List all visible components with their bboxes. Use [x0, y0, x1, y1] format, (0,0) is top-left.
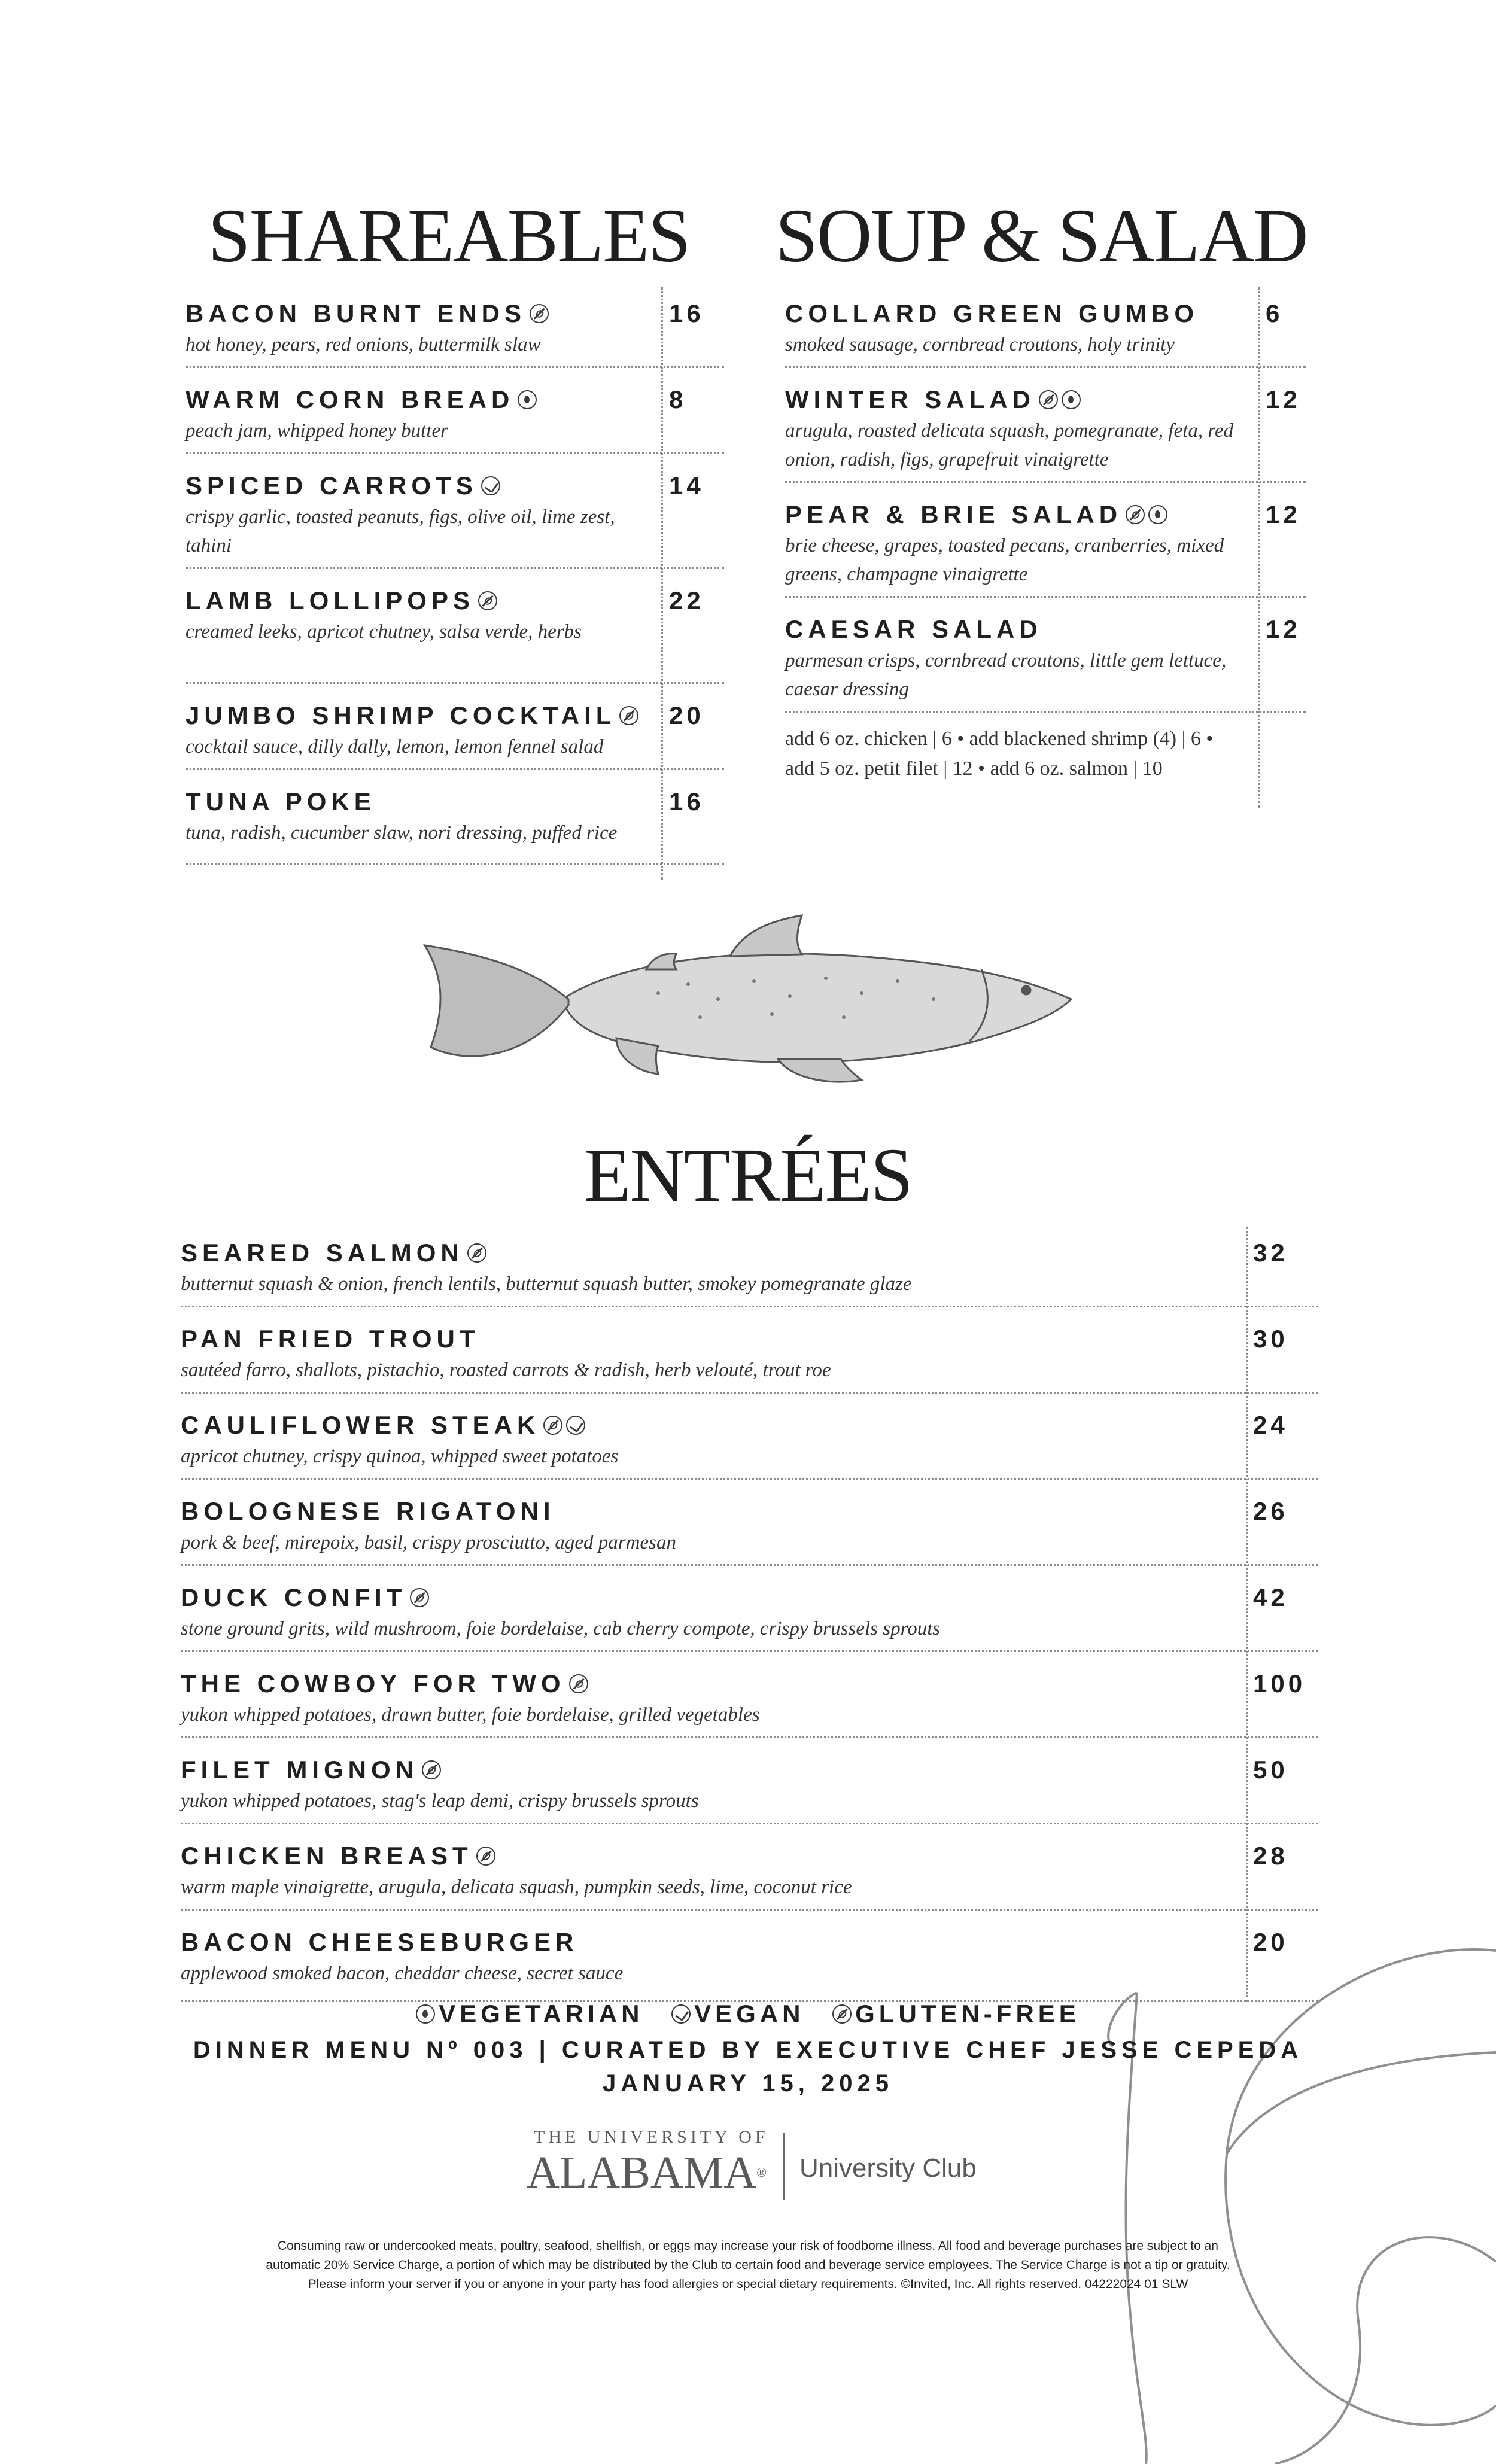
- dish-price: 50: [1253, 1756, 1288, 1784]
- gluten-free-icon: [476, 1847, 495, 1866]
- dish-price: 20: [669, 701, 704, 729]
- dish-name: [181, 1583, 429, 1612]
- menu-item-collard-green-gumbo: [785, 287, 1306, 368]
- salad-addons-line-1: add 6 oz. chicken | 6 • add blackened shrimp (4) | 6 •: [785, 728, 1214, 750]
- dish-description: crispy garlic, toasted peanuts, figs, olive oil, lime zest, tahini: [186, 506, 615, 556]
- dish-description: sautéed farro, shallots, pistachio, roasted carrots & radish, herb velouté, trout roe: [181, 1359, 831, 1381]
- gluten-free-icon: [478, 591, 497, 610]
- dish-name-text: WARM CORN BREAD: [186, 385, 515, 413]
- university-club-logo: [527, 2127, 981, 2205]
- logo-university-club: University Club: [799, 2153, 977, 2183]
- disclaimer-line-2: automatic 20% Service Charge, a portion of which may be distributed by the Club to certain food and beverage service employees. The Service Charge is not a tip or gratuity.: [266, 2258, 1230, 2272]
- dish-price: 16: [669, 787, 704, 816]
- menu-item-cauliflower-steak: [181, 1399, 1318, 1480]
- dish-description: yukon whipped potatoes, stag's leap demi, crispy brussels sprouts: [181, 1790, 699, 1812]
- dish-price: 20: [1253, 1928, 1288, 1956]
- dish-name-text: BACON CHEESEBURGER: [181, 1928, 579, 1956]
- dish-name-text: CAESAR SALAD: [785, 615, 1042, 643]
- logo-university-of: THE UNIVERSITY OF: [534, 2127, 769, 2147]
- dish-description: smoked sausage, cornbread croutons, holy trinity: [785, 334, 1175, 355]
- legend-gluten-free: [832, 2000, 1080, 2028]
- gluten-free-icon: [569, 1674, 588, 1693]
- shareables-section: [186, 287, 724, 880]
- dish-name-text: JUMBO SHRIMP COCKTAIL: [186, 701, 616, 729]
- dish-name: [186, 701, 638, 730]
- gluten-free-icon: [467, 1243, 486, 1263]
- dish-price: 24: [1253, 1411, 1288, 1439]
- vegetarian-icon: [518, 390, 537, 409]
- vegan-icon: [566, 1416, 585, 1435]
- dish-name: [186, 787, 376, 816]
- dish-name-text: THE COWBOY FOR TWO: [181, 1669, 565, 1698]
- menu-item-pan-fried-trout: [181, 1313, 1318, 1394]
- dish-price: 6: [1266, 299, 1284, 327]
- menu-item-pear-and-brie-salad: [785, 488, 1306, 598]
- menu-item-duck-confit: [181, 1571, 1318, 1652]
- disclaimer-line-1: Consuming raw or undercooked meats, poultry, seafood, shellfish, or eggs may increase your risk of foodborne illness. All food and beverage purchases are subject to an: [278, 2239, 1218, 2253]
- vegetarian-icon: [1062, 390, 1081, 409]
- dish-description: butternut squash & onion, french lentils, butternut squash butter, smokey pomegranate glaze: [181, 1273, 912, 1295]
- logo-alabama-text: ALABAMA: [527, 2147, 757, 2198]
- dish-name: [181, 1411, 585, 1440]
- dish-name: [186, 471, 500, 500]
- logo-registered-mark: ®: [756, 2165, 767, 2180]
- logo-divider: [783, 2133, 785, 2200]
- dish-description: hot honey, pears, red onions, buttermilk slaw: [186, 334, 541, 355]
- legend-vegetarian-label: VEGETARIAN: [439, 2000, 644, 2028]
- dish-description: parmesan crisps, cornbread croutons, little gem lettuce, caesar dressing: [785, 650, 1227, 700]
- menu-item-caesar-salad: [785, 603, 1306, 713]
- dish-price: 14: [669, 471, 704, 500]
- dish-name: [785, 615, 1042, 644]
- dish-price: 22: [669, 586, 704, 615]
- dish-name: [181, 1756, 441, 1784]
- dish-price: 28: [1253, 1842, 1288, 1870]
- dish-description: apricot chutney, crispy quinoa, whipped sweet potatoes: [181, 1446, 619, 1467]
- salmon-illustration: [419, 909, 1077, 1107]
- gluten-free-icon: [832, 2004, 852, 2024]
- dish-price: 26: [1253, 1497, 1288, 1525]
- salad-addons-line-2: add 5 oz. petit filet | 12 • add 6 oz. salmon | 10: [785, 758, 1163, 780]
- gluten-free-icon: [543, 1416, 562, 1435]
- dish-price: 8: [669, 385, 687, 413]
- dish-description: stone ground grits, wild mushroom, foie bordelaise, cab cherry compote, crispy brussels sprouts: [181, 1618, 941, 1639]
- dish-price: 16: [669, 299, 704, 327]
- legend-vegan: [671, 2000, 804, 2028]
- legend-vegetarian: [416, 2000, 643, 2028]
- entrees-section: [181, 1227, 1318, 2002]
- menu-item-bolognese-rigatoni: [181, 1485, 1318, 1566]
- dish-name-text: PEAR & BRIE SALAD: [785, 500, 1123, 528]
- dish-name: [785, 500, 1167, 529]
- dish-name: [186, 299, 549, 328]
- dish-name: [181, 1497, 555, 1526]
- vegan-icon: [481, 476, 500, 495]
- dish-price: 12: [1266, 385, 1301, 413]
- dish-description: brie cheese, grapes, toasted pecans, cranberries, mixed greens, champagne vinaigrette: [785, 535, 1224, 585]
- soup-salad-section: [785, 287, 1306, 808]
- dietary-legend: [0, 2000, 1496, 2030]
- shareables-title: SHAREABLES: [208, 193, 690, 278]
- dish-name: [181, 1325, 480, 1353]
- menu-item-spiced-carrots: [186, 460, 724, 569]
- dish-price: 100: [1253, 1669, 1306, 1698]
- dish-name-text: FILET MIGNON: [181, 1756, 418, 1784]
- gluten-free-icon: [530, 304, 549, 323]
- menu-item-bacon-burnt-ends: [186, 287, 724, 368]
- dish-description: warm maple vinaigrette, arugula, delicata squash, pumpkin seeds, lime, coconut rice: [181, 1876, 852, 1898]
- dish-name: [186, 586, 497, 615]
- menu-item-chicken-breast: [181, 1830, 1318, 1911]
- dish-price: 12: [1266, 615, 1301, 643]
- dish-description: creamed leeks, apricot chutney, salsa verde, herbs: [186, 621, 582, 643]
- dish-description: yukon whipped potatoes, drawn butter, foie bordelaise, grilled vegetables: [181, 1704, 760, 1726]
- dish-description: peach jam, whipped honey butter: [186, 420, 448, 442]
- dish-name-text: LAMB LOLLIPOPS: [186, 586, 475, 615]
- dish-name: [186, 385, 537, 414]
- dish-name-text: CHICKEN BREAST: [181, 1842, 473, 1870]
- vegetarian-icon: [416, 2004, 435, 2024]
- dish-name-text: WINTER SALAD: [785, 385, 1035, 413]
- dish-price: 12: [1266, 500, 1301, 528]
- menu-item-filet-mignon: [181, 1744, 1318, 1824]
- dish-name: [785, 385, 1081, 414]
- salad-addons: [785, 724, 1294, 784]
- dish-name: [181, 1669, 588, 1698]
- dish-name-text: BACON BURNT ENDS: [186, 299, 526, 327]
- disclaimer-line-3: Please inform your server if you or anyone in your party has food allergies or special dietary requirements. ©Invited, Inc. All rights reserved. 04222024 01 SLW: [308, 2277, 1188, 2291]
- vegan-icon: [671, 2004, 691, 2024]
- dish-name: [181, 1239, 486, 1267]
- dish-price: 32: [1253, 1239, 1288, 1267]
- dish-name: [785, 299, 1199, 328]
- dish-description: cocktail sauce, dilly dally, lemon, lemon fennel salad: [186, 736, 604, 758]
- entrees-title: ENTRÉES: [584, 1133, 912, 1218]
- dish-name: [181, 1842, 495, 1870]
- menu-item-lamb-lollipops: [186, 574, 724, 684]
- gluten-free-icon: [410, 1588, 429, 1607]
- dish-name-text: COLLARD GREEN GUMBO: [785, 299, 1199, 327]
- legend-vegan-label: VEGAN: [694, 2000, 805, 2028]
- dish-name-text: PAN FRIED TROUT: [181, 1325, 480, 1353]
- dish-name-text: BOLOGNESE RIGATONI: [181, 1497, 555, 1525]
- menu-item-bacon-cheeseburger: [181, 1916, 1318, 2002]
- dish-name: [181, 1928, 578, 1957]
- gluten-free-icon: [619, 706, 638, 725]
- menu-item-jumbo-shrimp-cocktail: [186, 689, 724, 770]
- dish-price: 42: [1253, 1583, 1288, 1611]
- menu-item-warm-corn-bread: [186, 373, 724, 454]
- dish-price: 30: [1253, 1325, 1288, 1353]
- dish-name-text: TUNA POKE: [186, 787, 376, 816]
- menu-item-the-cowboy-for-two: [181, 1657, 1318, 1738]
- dish-description: pork & beef, mirepoix, basil, crispy prosciutto, aged parmesan: [181, 1532, 676, 1553]
- menu-item-seared-salmon: [181, 1227, 1318, 1307]
- menu-item-tuna-poke: [186, 775, 724, 865]
- gluten-free-icon: [422, 1760, 441, 1779]
- gluten-free-icon: [1126, 505, 1145, 524]
- dish-name-text: CAULIFLOWER STEAK: [181, 1411, 540, 1439]
- gluten-free-icon: [1039, 390, 1058, 409]
- dish-description: tuna, radish, cucumber slaw, nori dressing, puffed rice: [186, 822, 618, 844]
- dish-description: arugula, roasted delicata squash, pomegranate, feta, red onion, radish, figs, grapefruit vinaigrette: [785, 420, 1234, 470]
- menu-item-winter-salad: [785, 373, 1306, 483]
- dish-name-text: DUCK CONFIT: [181, 1583, 407, 1611]
- legal-disclaimer: [180, 2237, 1316, 2294]
- soup-salad-title: SOUP & SALAD: [775, 193, 1308, 278]
- menu-date: JANUARY 15, 2025: [603, 2070, 893, 2097]
- dish-description: applewood smoked bacon, cheddar cheese, secret sauce: [181, 1963, 624, 1984]
- dish-name-text: SPICED CARROTS: [186, 471, 478, 500]
- legend-gluten-free-label: GLUTEN-FREE: [855, 2000, 1080, 2028]
- vegetarian-icon: [1148, 505, 1167, 524]
- logo-alabama: [527, 2147, 767, 2198]
- dish-name-text: SEARED SALMON: [181, 1239, 464, 1267]
- menu-curator-line: DINNER MENU Nº 003 | CURATED BY EXECUTIVE CHEF JESSE CEPEDA: [193, 2037, 1303, 2063]
